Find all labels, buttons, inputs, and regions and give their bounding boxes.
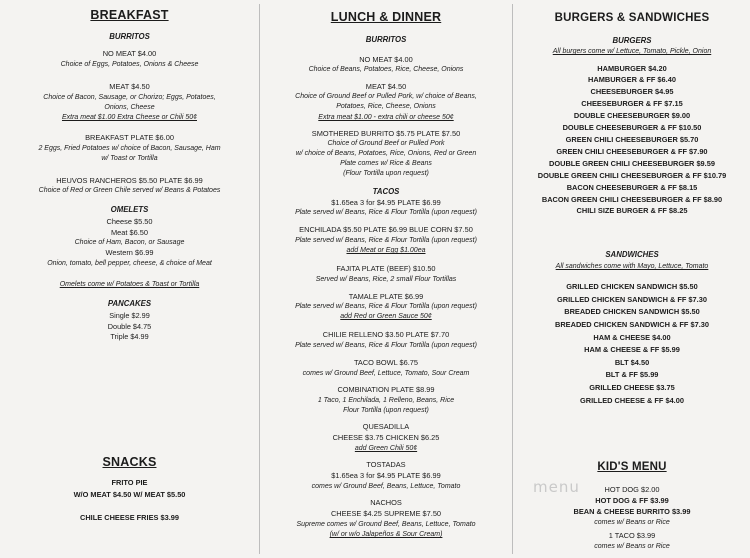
sandwich-item: BLT & FF $5.99 bbox=[605, 370, 659, 379]
burger-item: BACON CHEESEBURGER & FF $8.15 bbox=[566, 183, 698, 192]
kids-menu-heading: KID'S MENU bbox=[597, 461, 667, 473]
burgers-sandwiches-heading: BURGERS & SANDWICHES bbox=[554, 12, 710, 24]
rancheros-title: HEUVOS RANCHEROS $5.50 PLATE $6.99 bbox=[56, 176, 203, 185]
breakfast-no-meat-title: NO MEAT $4.00 bbox=[102, 49, 157, 58]
tacos-desc: Plate served w/ Beans, Rice & Flour Tortilla (upon request) bbox=[295, 209, 477, 216]
lunch-meat-title: MEAT $4.50 bbox=[365, 82, 407, 91]
lunch-meat-desc-2: Potatoes, Rice, Cheese, Onions bbox=[336, 103, 436, 110]
taco-bowl-desc: comes w/ Ground Beef, Lettuce, Tomato, Sour Cream bbox=[302, 370, 470, 377]
omelet-meat-desc: Choice of Ham, Bacon, or Sausage bbox=[74, 239, 185, 246]
burger-item: GREEN CHILI CHEESEBURGER & FF $7.90 bbox=[556, 147, 708, 156]
omelet-western-desc: Onion, tomato, bell pepper, cheese, & choice of Meat bbox=[47, 260, 212, 267]
tamale-note: add Red or Green Sauce 50¢ bbox=[340, 313, 432, 320]
smothered-desc-3: Plate comes w/ Rice & Beans bbox=[340, 160, 432, 167]
pancake-double: Double $4.75 bbox=[107, 322, 152, 331]
rancheros-desc: Choice of Red or Green Chile served w/ Beans & Potatoes bbox=[38, 187, 221, 194]
nachos-title: NACHOS bbox=[370, 498, 402, 507]
burger-item: CHILI SIZE BURGER & FF $8.25 bbox=[576, 206, 688, 215]
nachos-note: (w/ or w/o Jalapeños & Sour Cream) bbox=[329, 531, 443, 538]
column-divider-right bbox=[512, 4, 513, 554]
lunch-meat-desc-1: Choice of Ground Beef or Pulled Pork, w/ choice of Beans, bbox=[295, 93, 477, 100]
quesadilla-title: QUESADILLA bbox=[362, 422, 410, 431]
pancake-single: Single $2.99 bbox=[109, 311, 150, 320]
snacks-heading: SNACKS bbox=[102, 455, 157, 469]
kids-taco-desc: comes w/ Beans or Rice bbox=[594, 543, 670, 550]
sandwiches-subheading: SANDWICHES bbox=[605, 250, 659, 259]
relleno-title: CHILIE RELLENO $3.50 PLATE $7.70 bbox=[322, 330, 450, 339]
omelets-note: Omelets come w/ Potatoes & Toast or Tortilla bbox=[59, 281, 200, 288]
breakfast-burritos-heading: BURRITOS bbox=[109, 32, 150, 41]
breakfast-heading: BREAKFAST bbox=[90, 8, 169, 22]
lunch-no-meat-title: NO MEAT $4.00 bbox=[359, 55, 413, 64]
sandwich-item: GRILLED CHEESE $3.75 bbox=[589, 383, 675, 392]
combo-desc-1: 1 Taco, 1 Enchilada, 1 Relleno, Beans, Rice bbox=[317, 397, 455, 404]
lunch-dinner-heading: LUNCH & DINNER bbox=[330, 10, 442, 24]
burger-item: DOUBLE GREEN CHILI CHEESEBURGER & FF $10.79 bbox=[537, 171, 727, 180]
burger-item: DOUBLE CHEESEBURGER & FF $10.50 bbox=[562, 123, 702, 132]
sandwich-item: HAM & CHEESE & FF $5.99 bbox=[584, 345, 680, 354]
omelet-western: Western $6.99 bbox=[105, 248, 154, 257]
nachos-desc: Supreme comes w/ Ground Beef, Beans, Lettuce, Tomato bbox=[296, 521, 476, 528]
enchilada-title: ENCHILADA $5.50 PLATE $6.99 BLUE CORN $7.50 bbox=[299, 225, 473, 234]
breakfast-meat-desc-2: Onions, Cheese bbox=[104, 104, 155, 111]
omelet-meat: Meat $6.50 bbox=[111, 228, 148, 237]
burger-item: CHEESEBURGER & FF $7.15 bbox=[581, 99, 683, 108]
tamale-title: TAMALE PLATE $6.99 bbox=[348, 292, 424, 301]
kids-taco: 1 TACO $3.99 bbox=[608, 531, 656, 540]
relleno-desc: Plate served w/ Beans, Rice & Flour Tortilla (upon request) bbox=[295, 342, 477, 349]
kids-bean-burrito-desc: comes w/ Beans or Rice bbox=[594, 519, 670, 526]
pancake-triple: Triple $4.99 bbox=[110, 332, 149, 341]
sandwich-item: BREADED CHICKEN SANDWICH & FF $7.30 bbox=[555, 320, 709, 329]
watermark: menu bbox=[533, 478, 580, 496]
omelets-heading: OMELETS bbox=[110, 205, 149, 214]
burgers-subheading: BURGERS bbox=[612, 36, 652, 45]
sandwich-item: GRILLED CHICKEN SANDWICH & FF $7.30 bbox=[557, 295, 707, 304]
kids-bean-burrito: BEAN & CHEESE BURRITO $3.99 bbox=[573, 507, 691, 516]
breakfast-meat-extra: Extra meat $1.00 Extra Cheese or Chili 50¢ bbox=[61, 114, 197, 121]
enchilada-note: add Meat or Egg $1.00ea bbox=[346, 247, 426, 254]
burger-item: HAMBURGER $4.20 bbox=[597, 64, 667, 73]
quesadilla-note: add Green Chili 50¢ bbox=[354, 445, 418, 452]
pancakes-heading: PANCAKES bbox=[107, 299, 152, 308]
tamale-desc: Plate served w/ Beans, Rice & Flour Tortilla (upon request) bbox=[295, 303, 477, 310]
sandwich-item: BLT $4.50 bbox=[614, 358, 650, 367]
tacos-heading: TACOS bbox=[372, 187, 400, 196]
tostadas-desc: comes w/ Ground Beef, Beans, Lettuce, Tomato bbox=[311, 483, 461, 490]
kids-hot-dog: HOT DOG $2.00 bbox=[604, 485, 660, 494]
fajita-desc: Served w/ Beans, Rice, 2 small Flour Tortillas bbox=[315, 276, 457, 283]
taco-bowl-title: TACO BOWL $6.75 bbox=[353, 358, 419, 367]
sandwich-item: GRILLED CHICKEN SANDWICH $5.50 bbox=[566, 282, 698, 291]
breakfast-plate-title: BREAKFAST PLATE $6.00 bbox=[85, 133, 174, 142]
breakfast-meat-desc-1: Choice of Bacon, Sausage, or Chorizo; Eggs, Potatoes, bbox=[43, 94, 216, 101]
burgers-note: All burgers come w/ Lettuce, Tomato, Pickle, Onion bbox=[552, 48, 712, 55]
enchilada-desc: Plate served w/ Beans, Rice & Flour Tortilla (upon request) bbox=[295, 237, 477, 244]
nachos-prices: CHEESE $4.25 SUPREME $7.50 bbox=[330, 509, 442, 518]
sandwich-item: GRILLED CHEESE & FF $4.00 bbox=[580, 396, 684, 405]
fajita-title: FAJITA PLATE (BEEF) $10.50 bbox=[336, 264, 436, 273]
quesadilla-prices: CHEESE $3.75 CHICKEN $6.25 bbox=[332, 433, 440, 442]
lunch-burritos-heading: BURRITOS bbox=[365, 35, 407, 44]
smothered-desc-4: (Flour Tortilla upon request) bbox=[343, 170, 429, 177]
smothered-desc-2: w/ choice of Beans, Potatoes, Rice, Onions, Red or Green bbox=[295, 150, 477, 157]
sandwich-item: BREADED CHICKEN SANDWICH $5.50 bbox=[564, 307, 700, 316]
burger-item: DOUBLE CHEESEBURGER $9.00 bbox=[573, 111, 691, 120]
kids-hot-dog-ff: HOT DOG & FF $3.99 bbox=[595, 496, 669, 505]
frito-pie-prices: W/O MEAT $4.50 W/ MEAT $5.50 bbox=[73, 490, 186, 499]
tacos-prices: $1.65ea 3 for $4.95 PLATE $6.99 bbox=[331, 198, 441, 207]
lunch-no-meat-desc: Choice of Beans, Potatoes, Rice, Cheese, Onions bbox=[308, 66, 464, 73]
burger-item: GREEN CHILI CHEESEBURGER $5.70 bbox=[565, 135, 699, 144]
combo-title: COMBINATION PLATE $8.99 bbox=[337, 385, 435, 394]
chile-cheese-fries: CHILE CHEESE FRIES $3.99 bbox=[80, 513, 179, 522]
frito-pie-title: FRITO PIE bbox=[111, 478, 148, 487]
burger-item: BACON GREEN CHILI CHEESEBURGER & FF $8.90 bbox=[541, 195, 723, 204]
tostadas-prices: $1.65ea 3 for $4.95 PLATE $6.99 bbox=[331, 471, 441, 480]
breakfast-plate-desc-2: w/ Toast or Tortilla bbox=[101, 155, 158, 162]
combo-desc-2: Flour Tortilla (upon request) bbox=[343, 407, 429, 414]
burger-item: CHEESEBURGER $4.95 bbox=[590, 87, 674, 96]
breakfast-meat-title: MEAT $4.50 bbox=[109, 82, 150, 91]
smothered-title: SMOTHERED BURRITO $5.75 PLATE $7.50 bbox=[311, 129, 461, 138]
burger-item: DOUBLE GREEN CHILI CHEESEBURGER $9.59 bbox=[549, 159, 715, 168]
tostadas-title: TOSTADAS bbox=[366, 460, 406, 469]
sandwiches-note: All sandwiches come with Mayo, Lettuce, Tomato bbox=[555, 263, 709, 270]
breakfast-no-meat-desc: Choice of Eggs, Potatoes, Onions & Cheese bbox=[60, 61, 199, 68]
column-divider-left bbox=[259, 4, 260, 554]
omelet-cheese: Cheese $5.50 bbox=[106, 217, 153, 226]
lunch-meat-extra: Extra meat $1.00 - extra chili or cheese 50¢ bbox=[318, 114, 454, 121]
burger-item: HAMBURGER & FF $6.40 bbox=[588, 75, 676, 84]
sandwich-item: HAM & CHEESE $4.00 bbox=[593, 333, 671, 342]
smothered-desc-1: Choice of Ground Beef or Pulled Pork bbox=[327, 140, 445, 147]
breakfast-plate-desc-1: 2 Eggs, Fried Potatoes w/ choice of Bacon, Sausage, Ham bbox=[38, 145, 221, 152]
